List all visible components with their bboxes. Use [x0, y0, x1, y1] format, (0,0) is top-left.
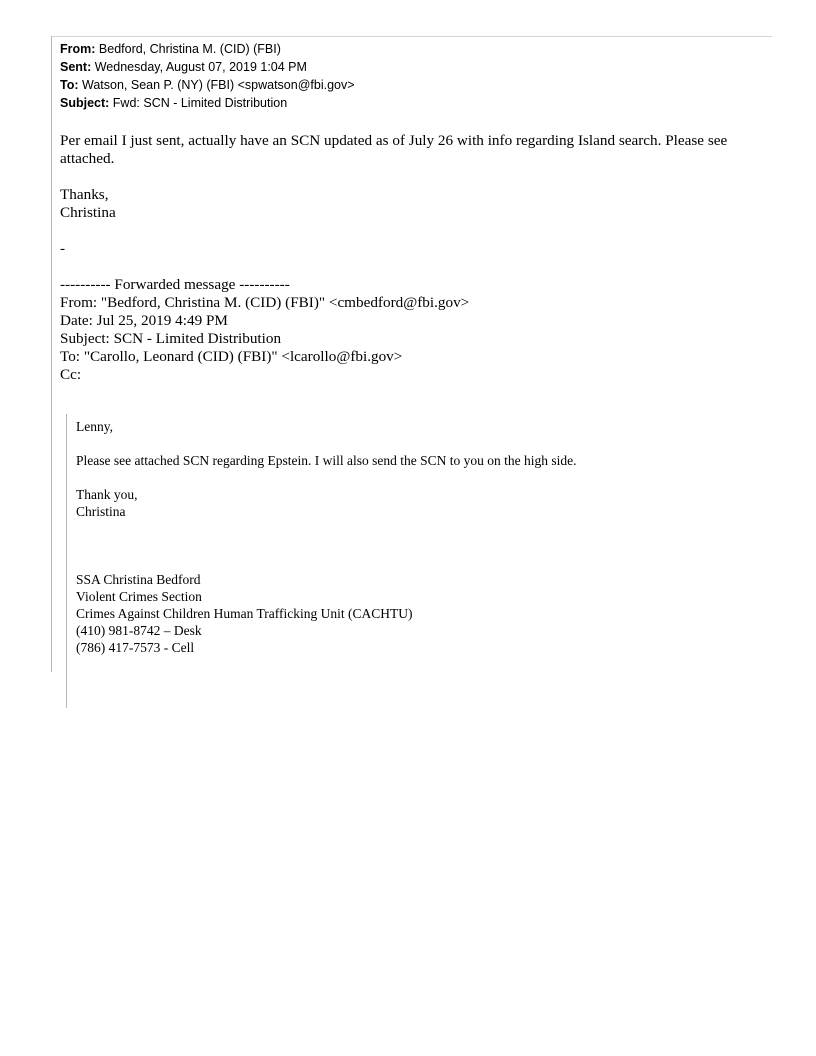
quoted-name: Christina	[76, 504, 126, 519]
email-container	[51, 36, 772, 672]
signature-name: SSA Christina Bedford	[76, 572, 201, 587]
from-value: Bedford, Christina M. (CID) (FBI)	[98, 42, 281, 56]
message-closing	[60, 186, 116, 222]
signature-section: Violent Crimes Section	[76, 589, 202, 604]
header-sent-row	[60, 58, 355, 76]
from-label: From:	[60, 42, 96, 56]
quoted-closing	[76, 486, 138, 520]
forwarded-header	[60, 276, 469, 384]
signature-cell-phone: (786) 417-7573 - Cell	[76, 640, 195, 655]
to-value: Watson, Sean P. (NY) (FBI) <spwatson@fbi.gov>	[82, 78, 355, 92]
signoff-name: Christina	[60, 204, 116, 221]
header-divider	[52, 36, 772, 37]
signature-desk-phone: (410) 981-8742 – Desk	[76, 623, 202, 638]
forwarded-from: From: "Bedford, Christina M. (CID) (FBI)" <cmbedford@fbi.gov>	[60, 294, 470, 311]
forwarded-to: To: "Carollo, Leonard (CID) (FBI)" <lcarollo@fbi.gov>	[60, 348, 403, 365]
forwarded-date: Date: Jul 25, 2019 4:49 PM	[60, 312, 228, 329]
message-intro: Per email I just sent, actually have an SCN updated as of July 26 with info regarding Island search. Please see attached.	[60, 132, 728, 167]
subject-value: Fwd: SCN - Limited Distribution	[112, 96, 288, 110]
header-subject-row	[60, 94, 355, 112]
sent-value: Wednesday, August 07, 2019 1:04 PM	[94, 60, 307, 74]
signature-block	[76, 571, 413, 656]
forwarded-cc: Cc:	[60, 366, 82, 383]
to-label: To:	[60, 78, 79, 92]
forwarded-marker: ---------- Forwarded message ----------	[60, 276, 290, 293]
sent-label: Sent:	[60, 60, 92, 74]
subject-label: Subject:	[60, 96, 110, 110]
forwarded-subject: Subject: SCN - Limited Distribution	[60, 330, 282, 347]
quoted-message	[66, 414, 667, 708]
email-header	[60, 40, 355, 112]
closing-line: Thanks,	[60, 186, 109, 203]
quoted-body-line: Please see attached SCN regarding Epstein. I will also send the SCN to you on the high side.	[76, 453, 577, 468]
signature-unit: Crimes Against Children Human Trafficking Unit (CACHTU)	[76, 606, 413, 621]
quoted-thanks: Thank you,	[76, 487, 138, 502]
separator-dash: -	[60, 240, 66, 257]
quoted-greeting: Lenny,	[76, 419, 113, 434]
header-from-row	[60, 40, 355, 58]
header-to-row	[60, 76, 355, 94]
